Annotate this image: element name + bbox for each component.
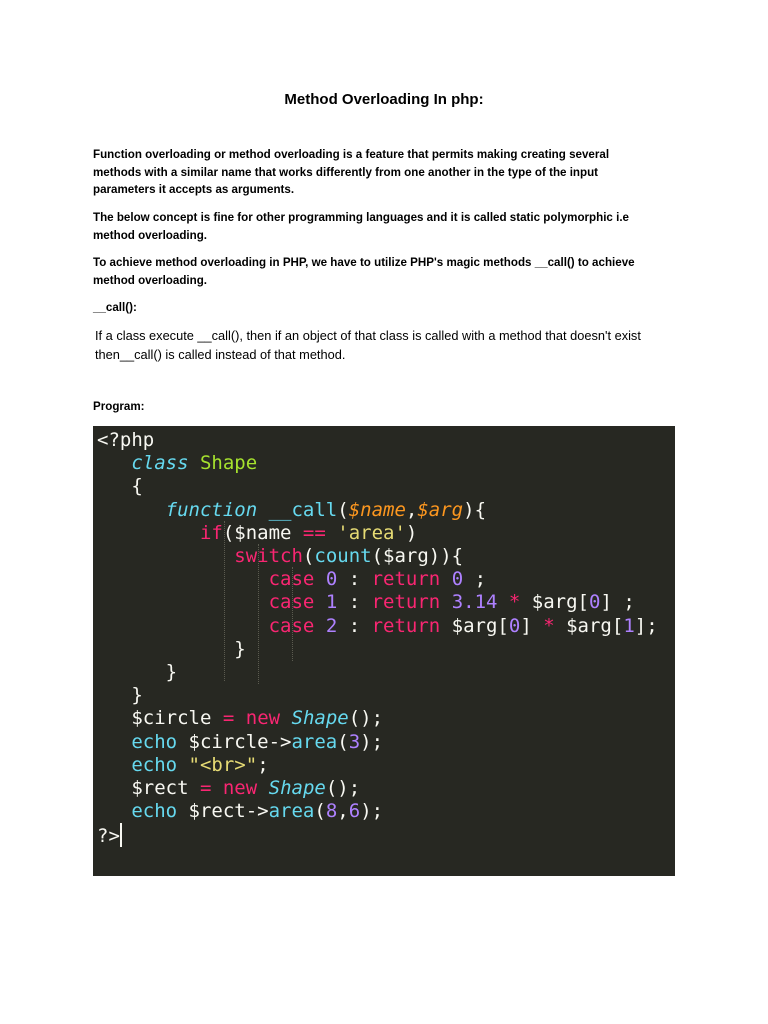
code-line: }	[97, 661, 178, 684]
indent-guide	[292, 567, 293, 661]
code-block	[93, 426, 675, 876]
code-content	[93, 426, 675, 849]
code-line: case 0 : return 0 ;	[268, 568, 487, 591]
code-line: echo $circle->area(3);	[131, 730, 384, 753]
code-line: switch(count($arg)){	[234, 545, 464, 568]
code-line: echo "<br>";	[131, 753, 269, 776]
code-line: $circle = new Shape();	[97, 707, 384, 730]
code-line: $rect = new Shape();	[97, 777, 361, 800]
code-line: ?>	[97, 825, 120, 848]
code-line: }	[97, 684, 143, 707]
achieve-overloading-paragraph: To achieve method overloading in PHP, we have to utilize PHP's magic methods __call() to achieve method overloading.	[93, 256, 635, 287]
static-polymorphic-paragraph: The below concept is fine for other programming languages and it is called static polymorphic i.e method overloading.	[93, 211, 629, 242]
code-line: <?php	[97, 429, 155, 451]
call-heading: __call():	[93, 301, 137, 314]
code-line: case 1 : return 3.14 * $arg[0] ;	[268, 591, 635, 614]
call-description: If a class execute __call(), then if an object of that class is called with a method that doesn't exist then__call() is called instead of that method.	[95, 328, 641, 362]
code-line: echo $rect->area(8,6);	[131, 800, 384, 823]
code-line: if($name == 'area')	[199, 521, 418, 544]
indent-guide	[224, 521, 225, 681]
code-line: {	[97, 475, 143, 498]
intro-paragraph: Function overloading or method overloading is a feature that permits making creating several methods with a similar name that works differently from one another in the type of the input parameters it accepts as arguments.	[93, 148, 610, 196]
code-line: }	[97, 637, 246, 660]
code-line: case 2 : return $arg[0] * $arg[1];	[268, 614, 658, 637]
code-line: function __call($name,$arg){	[165, 498, 487, 521]
page-title: Method Overloading In php:	[284, 91, 484, 108]
code-line: class Shape	[131, 452, 258, 475]
indent-guide	[258, 544, 259, 684]
program-label: Program:	[93, 400, 145, 413]
text-cursor	[120, 823, 122, 847]
